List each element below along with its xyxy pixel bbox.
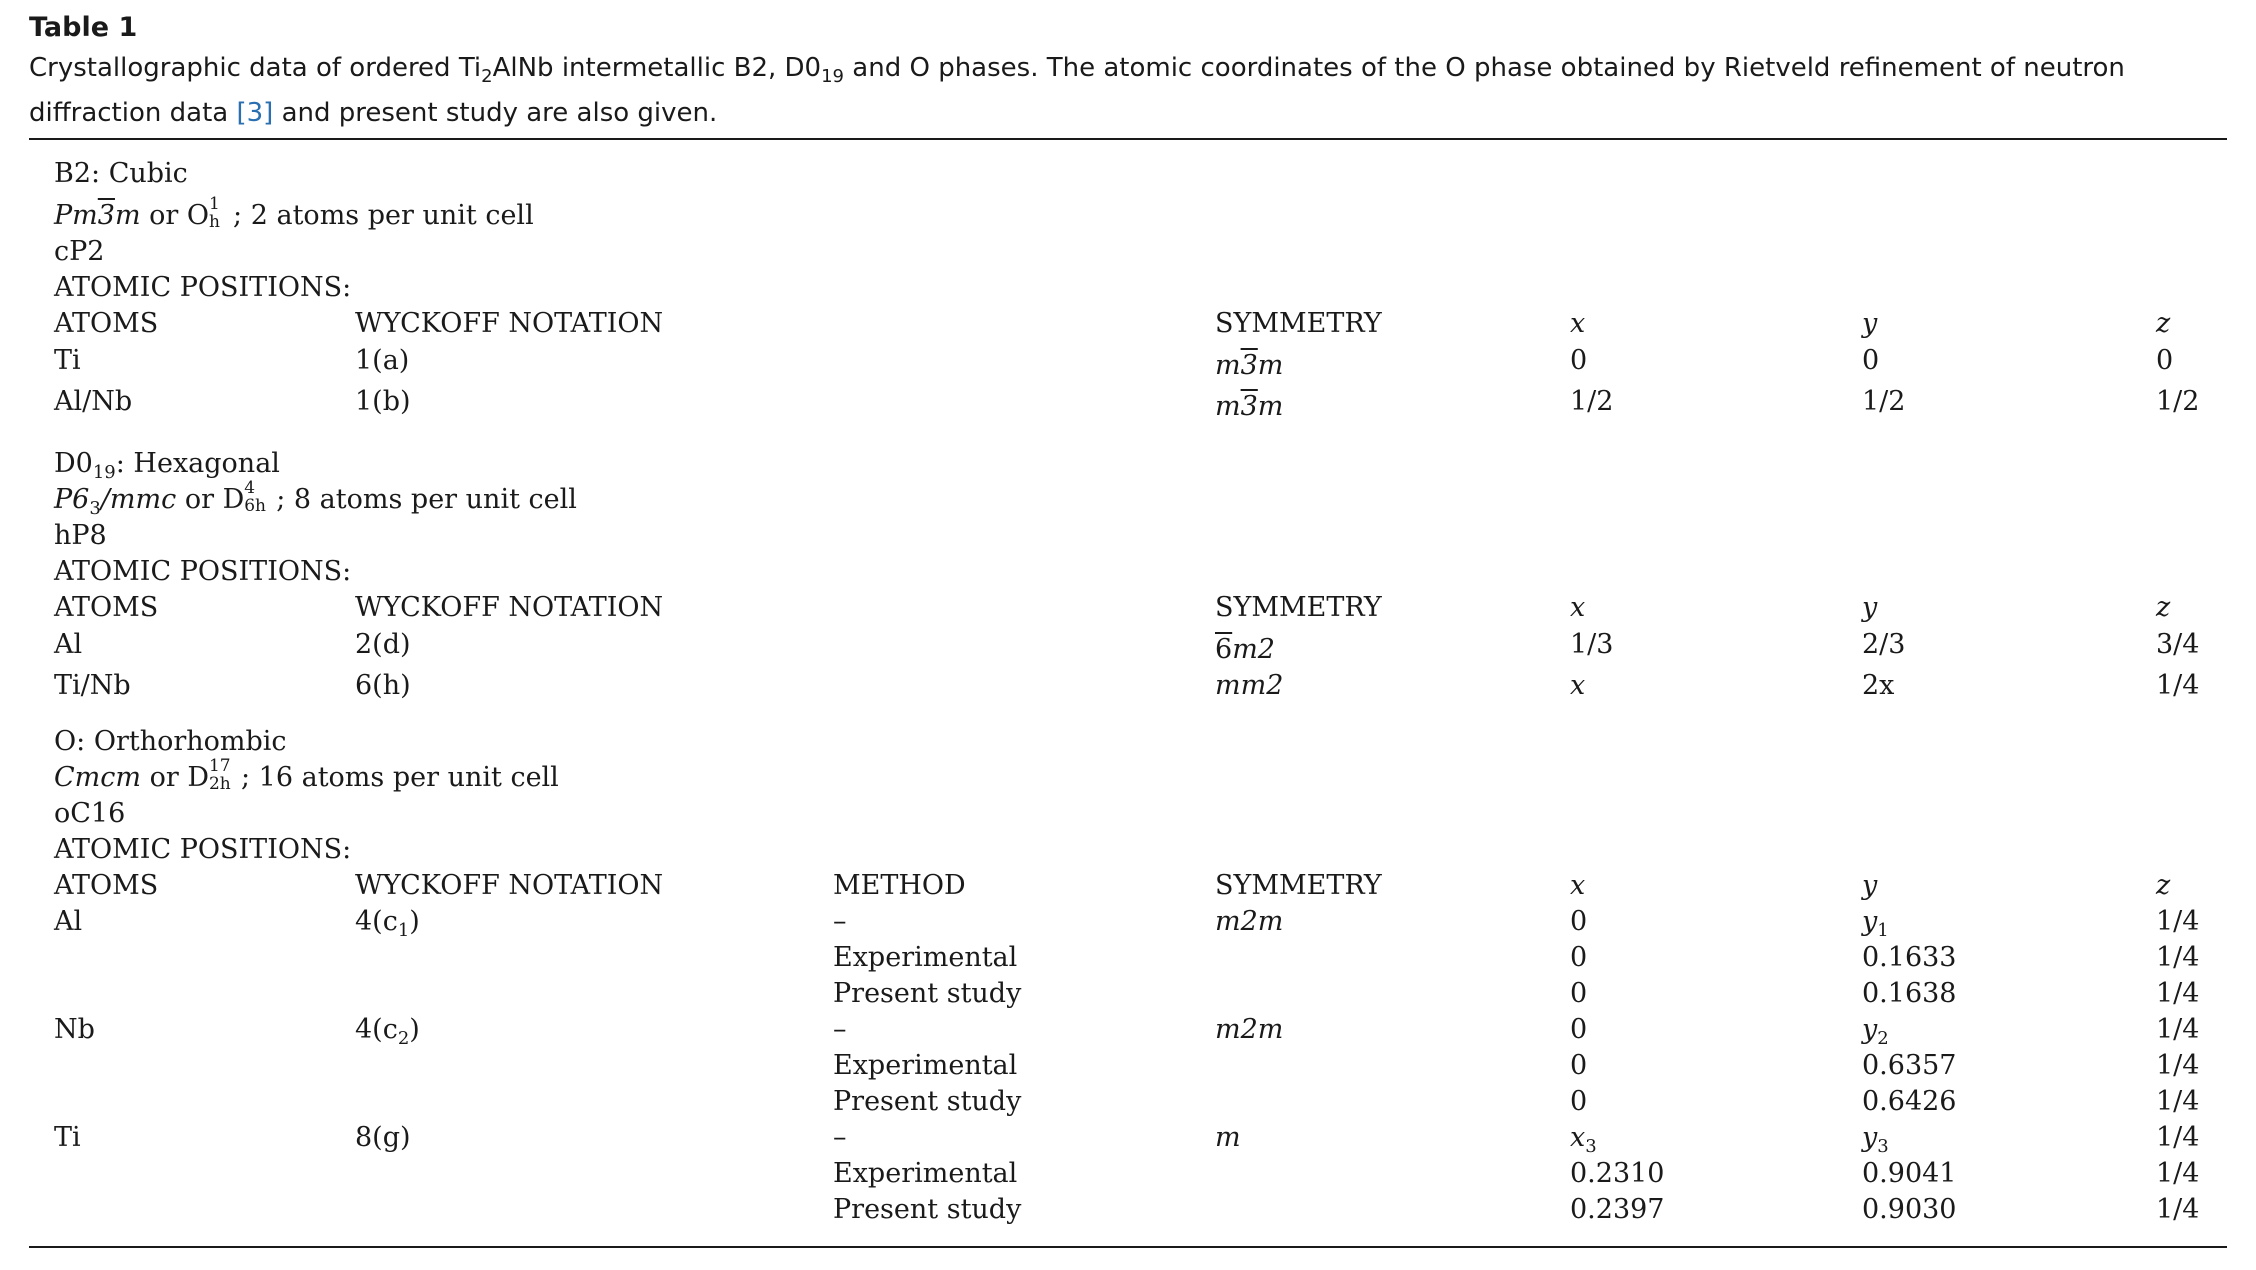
- bottom-rule: [29, 1246, 2227, 1248]
- o-row-x: 0: [1570, 1050, 1588, 1081]
- table-caption: Crystallographic data of ordered $Ti_2AlNb$ intermetallic B2, $D0_{19}$ and O phases. The atomic coordinates of the O phase obtained by Rietveld refinement of neutron diffraction data [3] and present study are also given.: [29, 53, 2125, 128]
- o-row-x: 0: [1570, 1014, 1588, 1045]
- d019-atomic-positions-label: ATOMIC POSITIONS:: [54, 556, 352, 587]
- o-row-wyckoff: 8(g): [355, 1122, 411, 1153]
- d019-row-atom: Al: [54, 629, 83, 660]
- b2-row-atom: Ti: [54, 345, 81, 376]
- d019-row-wyckoff: 6(h): [355, 670, 411, 701]
- b2-row-atom: Al/Nb: [54, 386, 133, 417]
- o-row-y: 0.6357: [1862, 1050, 1957, 1081]
- o-row-atom: Nb: [54, 1014, 95, 1045]
- o-row-z: 1/4: [2156, 1086, 2200, 1117]
- o-row-x: 0.2310: [1570, 1158, 1665, 1189]
- o-row-x: 0: [1570, 942, 1588, 973]
- o-row-method: Experimental: [833, 1050, 1018, 1081]
- o-pearson: oC16: [54, 798, 126, 829]
- o-row-x: 0: [1570, 978, 1588, 1009]
- o-row-x: 0.2397: [1570, 1194, 1665, 1225]
- d019-header-z: z: [2156, 592, 2171, 623]
- b2-row-z: 1/2: [2156, 386, 2200, 417]
- d019-header-wyckoff: WYCKOFF NOTATION: [355, 592, 664, 623]
- o-row-method: –: [833, 1122, 847, 1153]
- d019-row-symmetry: 6m2: [1215, 634, 1275, 665]
- b2-row-y: 1/2: [1862, 386, 1906, 417]
- o-row-y: 0.9041: [1862, 1158, 1957, 1189]
- d019-row-y: 2x: [1862, 670, 1895, 701]
- b2-header-symmetry: SYMMETRY: [1215, 308, 1382, 339]
- o-row-x: 0: [1570, 1086, 1588, 1117]
- o-row-y: $y_3$: [1862, 1122, 1889, 1157]
- d019-row-wyckoff: 2(d): [355, 629, 411, 660]
- o-title: O: Orthorhombic: [54, 726, 287, 757]
- d019-row-x: 1/3: [1570, 629, 1614, 660]
- o-row-x: $x_3$: [1570, 1122, 1597, 1157]
- d019-row-x: x: [1570, 670, 1586, 701]
- b2-row-z: 0: [2156, 345, 2174, 376]
- d019-row-z: 1/4: [2156, 670, 2200, 701]
- o-header-y: y: [1862, 870, 1878, 901]
- d019-header-x: x: [1570, 592, 1586, 623]
- o-row-y: 0.9030: [1862, 1194, 1957, 1225]
- o-header-x: x: [1570, 870, 1586, 901]
- o-row-y: $y_1$: [1862, 906, 1889, 941]
- d019-header-y: y: [1862, 592, 1878, 623]
- d019-space-group: $P6_3$/mmc or D 4 6h ; 8 atoms per unit cell: [54, 478, 577, 519]
- o-row-method: –: [833, 906, 847, 937]
- b2-row-symmetry: m3m: [1215, 391, 1284, 422]
- top-rule: [29, 138, 2227, 140]
- d019-row-symmetry: mm2: [1215, 670, 1284, 701]
- o-row-z: 1/4: [2156, 1014, 2200, 1045]
- o-row-z: 1/4: [2156, 1158, 2200, 1189]
- b2-header-atoms: ATOMS: [54, 308, 159, 339]
- o-row-z: 1/4: [2156, 978, 2200, 1009]
- o-row-symmetry: m2m: [1215, 906, 1284, 937]
- o-row-method: Present study: [833, 978, 1022, 1009]
- d019-row-atom: Ti/Nb: [54, 670, 131, 701]
- d019-pearson: hP8: [54, 520, 107, 551]
- o-row-method: Experimental: [833, 1158, 1018, 1189]
- d019-header-atoms: ATOMS: [54, 592, 159, 623]
- d019-row-z: 3/4: [2156, 629, 2200, 660]
- o-row-y: 0.6426: [1862, 1086, 1957, 1117]
- b2-row-wyckoff: 1(a): [355, 345, 410, 376]
- o-row-atom: Al: [54, 906, 83, 937]
- o-row-atom: Ti: [54, 1122, 81, 1153]
- o-row-method: Present study: [833, 1086, 1022, 1117]
- o-row-z: 1/4: [2156, 1194, 2200, 1225]
- o-row-z: 1/4: [2156, 942, 2200, 973]
- d019-row-y: 2/3: [1862, 629, 1906, 660]
- b2-header-z: z: [2156, 308, 2171, 339]
- table-label: Table 1: [29, 12, 138, 43]
- d019-header-symmetry: SYMMETRY: [1215, 592, 1382, 623]
- o-header-wyckoff: WYCKOFF NOTATION: [355, 870, 664, 901]
- reference-link[interactable]: [3]: [236, 98, 274, 128]
- b2-title: B2: Cubic: [54, 158, 188, 189]
- b2-row-wyckoff: 1(b): [355, 386, 411, 417]
- d019-title: $D0_{19}$: Hexagonal: [54, 448, 280, 483]
- o-row-wyckoff: $4(c_1)$: [355, 906, 420, 941]
- o-row-wyckoff: $4(c_2)$: [355, 1014, 420, 1049]
- o-row-method: Present study: [833, 1194, 1022, 1225]
- o-header-method: METHOD: [833, 870, 966, 901]
- b2-row-y: 0: [1862, 345, 1880, 376]
- o-row-z: 1/4: [2156, 1050, 2200, 1081]
- o-header-z: z: [2156, 870, 2171, 901]
- b2-row-x: 0: [1570, 345, 1588, 376]
- b2-header-x: x: [1570, 308, 1586, 339]
- o-atomic-positions-label: ATOMIC POSITIONS:: [54, 834, 352, 865]
- b2-space-group: Pm3m or O 1 h ; 2 atoms per unit cell: [54, 194, 534, 232]
- o-space-group: Cmcm or D 17 2h ; 16 atoms per unit cell: [54, 756, 559, 794]
- b2-row-symmetry: m3m: [1215, 350, 1284, 381]
- o-row-method: Experimental: [833, 942, 1018, 973]
- o-header-symmetry: SYMMETRY: [1215, 870, 1382, 901]
- o-row-y: 0.1638: [1862, 978, 1957, 1009]
- o-row-x: 0: [1570, 906, 1588, 937]
- b2-row-x: 1/2: [1570, 386, 1614, 417]
- b2-header-wyckoff: WYCKOFF NOTATION: [355, 308, 664, 339]
- b2-pearson: cP2: [54, 236, 105, 267]
- o-row-z: 1/4: [2156, 1122, 2200, 1153]
- o-row-symmetry: m: [1215, 1122, 1241, 1153]
- o-row-method: –: [833, 1014, 847, 1045]
- o-row-y: 0.1633: [1862, 942, 1957, 973]
- b2-atomic-positions-label: ATOMIC POSITIONS:: [54, 272, 352, 303]
- b2-header-y: y: [1862, 308, 1878, 339]
- o-header-atoms: ATOMS: [54, 870, 159, 901]
- o-row-z: 1/4: [2156, 906, 2200, 937]
- o-row-y: $y_2$: [1862, 1014, 1889, 1049]
- o-row-symmetry: m2m: [1215, 1014, 1284, 1045]
